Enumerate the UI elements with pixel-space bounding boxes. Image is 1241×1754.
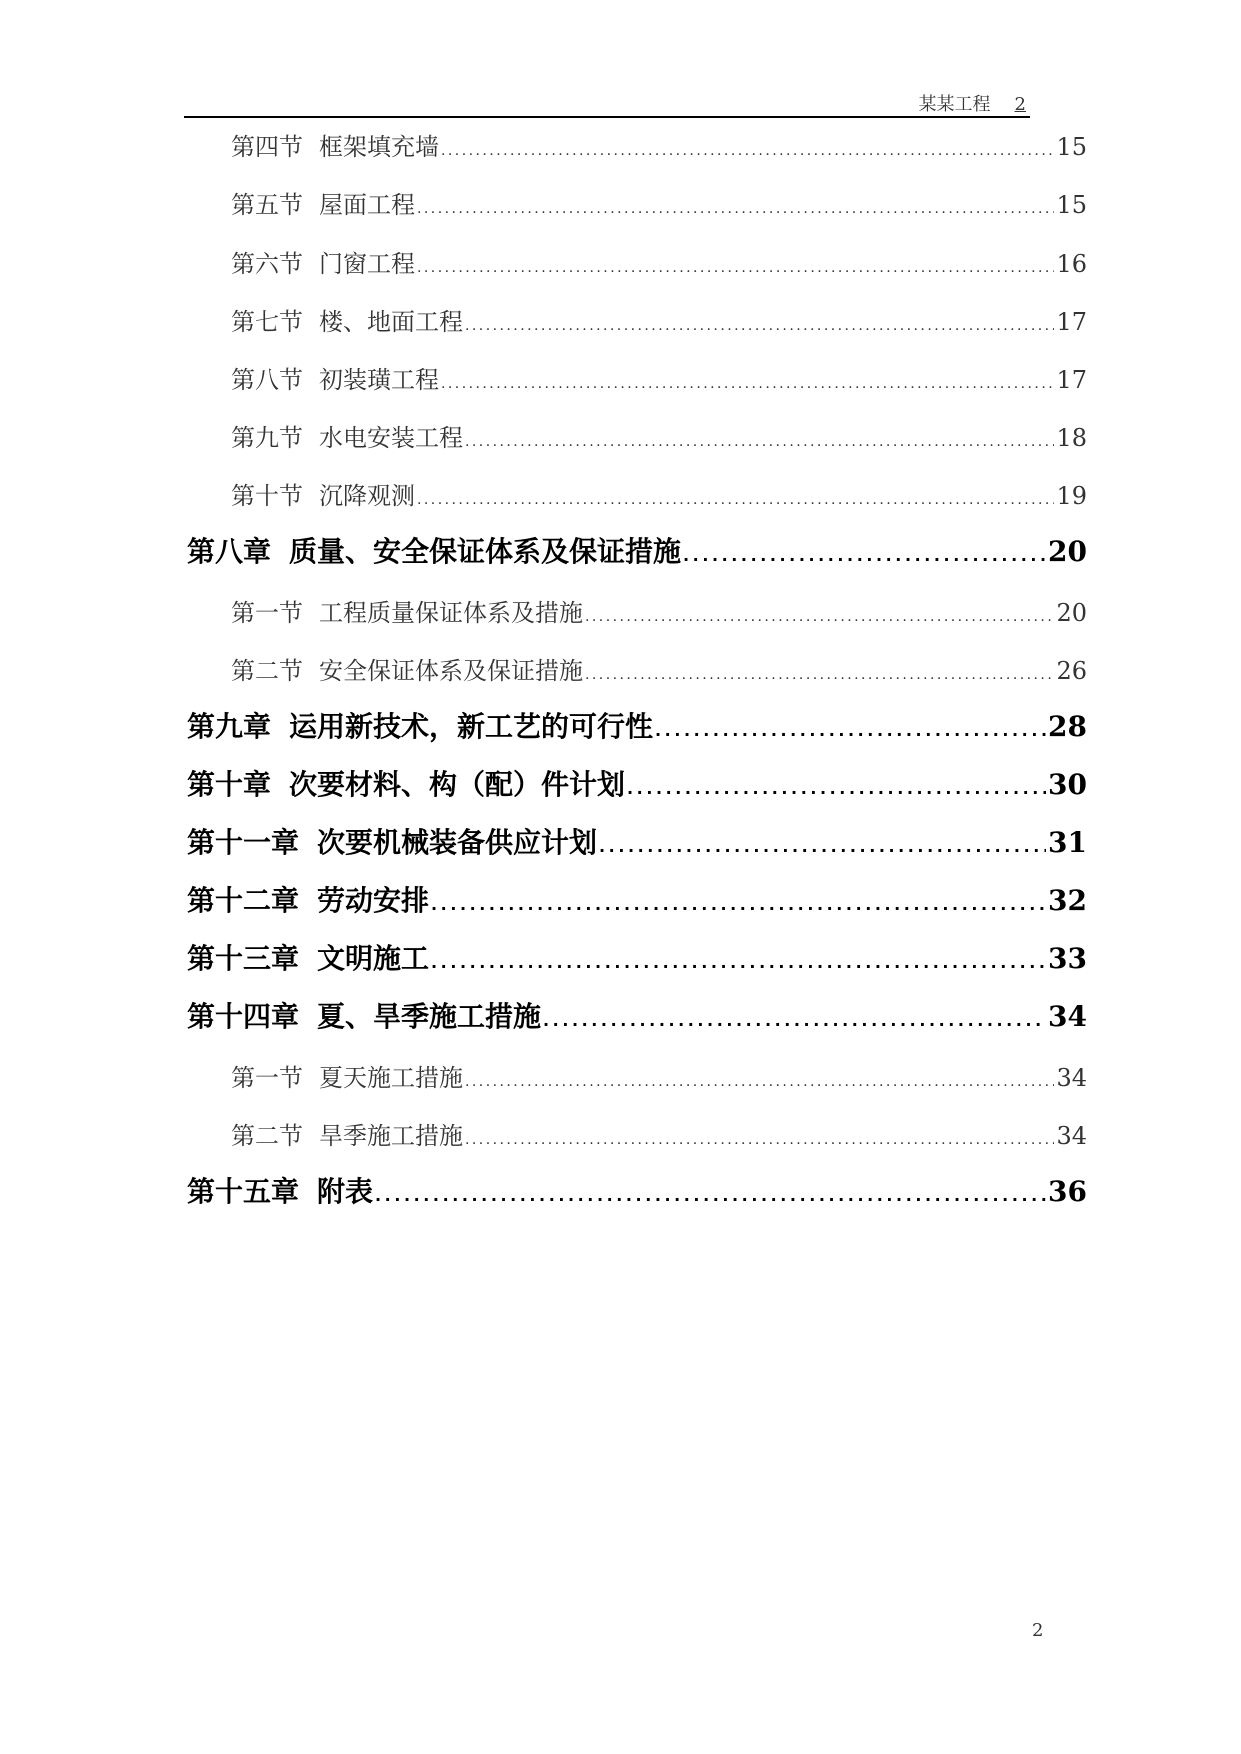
toc-entry[interactable] bbox=[231, 418, 1087, 453]
toc-entry-page: 20 bbox=[1048, 535, 1087, 568]
toc-entry-page: 19 bbox=[1056, 482, 1087, 510]
toc-dot-leader bbox=[655, 710, 1046, 743]
toc-dot-leader bbox=[441, 366, 1054, 394]
toc-entry-title: 工程质量保证体系及措施 bbox=[319, 599, 583, 627]
toc-dot-leader bbox=[417, 250, 1054, 278]
toc-entry-number: 第八节 bbox=[231, 366, 303, 394]
toc-entry-title: 框架填充墙 bbox=[319, 133, 439, 161]
toc-entry[interactable] bbox=[187, 821, 1087, 861]
toc-entry[interactable] bbox=[187, 763, 1087, 803]
toc-entry-title: 质量、安全保证体系及保证措施 bbox=[289, 535, 682, 568]
toc-entry-title: 夏天施工措施 bbox=[319, 1064, 463, 1092]
page-header bbox=[184, 84, 1030, 118]
toc-dot-leader bbox=[431, 884, 1046, 917]
toc-entry[interactable] bbox=[187, 705, 1087, 745]
toc-entry-number: 第八章 bbox=[187, 535, 272, 568]
toc-entry-page: 32 bbox=[1048, 884, 1087, 917]
toc-entry-number: 第一节 bbox=[231, 1064, 303, 1092]
toc-entry[interactable] bbox=[187, 995, 1087, 1035]
toc-entry-number: 第一节 bbox=[231, 599, 303, 627]
toc-dot-leader bbox=[585, 657, 1054, 685]
toc-entry[interactable] bbox=[231, 1058, 1087, 1093]
toc-dot-leader bbox=[599, 826, 1046, 859]
toc-entry-page: 34 bbox=[1056, 1064, 1087, 1092]
toc-entry[interactable] bbox=[231, 302, 1087, 337]
toc-entry-page: 15 bbox=[1056, 133, 1087, 161]
toc-entry-title: 水电安装工程 bbox=[319, 424, 463, 452]
toc-entry-number: 第二节 bbox=[231, 1122, 303, 1150]
toc-entry[interactable] bbox=[231, 185, 1087, 220]
toc-entry-title: 劳动安排 bbox=[317, 884, 430, 917]
toc-entry-number: 第二节 bbox=[231, 657, 303, 685]
toc-entry-page: 16 bbox=[1056, 250, 1087, 278]
toc-entry-page: 26 bbox=[1056, 657, 1087, 685]
toc-entry-title: 夏、旱季施工措施 bbox=[317, 1000, 542, 1033]
toc-entry-title: 安全保证体系及保证措施 bbox=[319, 657, 583, 685]
toc-entry-page: 17 bbox=[1056, 308, 1087, 336]
toc-entry-number: 第十二章 bbox=[187, 884, 300, 917]
header-title: 某某工程 bbox=[918, 94, 991, 115]
toc-entry-page: 34 bbox=[1048, 1000, 1087, 1033]
toc-entry[interactable] bbox=[231, 244, 1087, 279]
toc-entry-title: 运用新技术，新工艺的可行性 bbox=[289, 710, 654, 743]
toc-entry-number: 第七节 bbox=[231, 308, 303, 336]
toc-entry-number: 第十三章 bbox=[187, 942, 300, 975]
toc-entry-number: 第十节 bbox=[231, 482, 303, 510]
toc-entry-title: 旱季施工措施 bbox=[319, 1122, 463, 1150]
toc-dot-leader bbox=[441, 133, 1054, 161]
toc-entry-title: 文明施工 bbox=[317, 942, 430, 975]
toc-entry[interactable] bbox=[231, 1116, 1087, 1151]
toc-entry-number: 第十章 bbox=[187, 768, 272, 801]
toc-entry-page: 31 bbox=[1048, 826, 1087, 859]
toc-dot-leader bbox=[465, 1064, 1054, 1092]
toc-entry-title: 次要材料、构（配）件计划 bbox=[289, 768, 626, 801]
toc-entry[interactable] bbox=[187, 879, 1087, 919]
toc-dot-leader bbox=[375, 1175, 1046, 1208]
toc-entry-number: 第十一章 bbox=[187, 826, 300, 859]
toc-dot-leader bbox=[585, 599, 1054, 627]
toc-entry-page: 28 bbox=[1048, 710, 1087, 743]
toc-entry-page: 34 bbox=[1056, 1122, 1087, 1150]
toc-entry-title: 屋面工程 bbox=[319, 191, 415, 219]
toc-entry[interactable] bbox=[187, 530, 1087, 570]
toc-entry-title: 初装璜工程 bbox=[319, 366, 439, 394]
toc-dot-leader bbox=[683, 535, 1046, 568]
toc-entry-page: 36 bbox=[1048, 1175, 1087, 1208]
toc-entry-page: 17 bbox=[1056, 366, 1087, 394]
toc-entry[interactable] bbox=[231, 360, 1087, 395]
toc-dot-leader bbox=[543, 1000, 1046, 1033]
footer-page-number: 2 bbox=[1032, 1620, 1044, 1641]
toc-dot-leader bbox=[465, 1122, 1054, 1150]
toc-entry-page: 15 bbox=[1056, 191, 1087, 219]
toc-entry[interactable] bbox=[231, 476, 1087, 511]
toc-dot-leader bbox=[465, 308, 1054, 336]
toc-entry-number: 第十五章 bbox=[187, 1175, 300, 1208]
toc-entry-page: 20 bbox=[1056, 599, 1087, 627]
toc-dot-leader bbox=[465, 424, 1054, 452]
toc-entry-page: 18 bbox=[1056, 424, 1087, 452]
toc-entry-number: 第九章 bbox=[187, 710, 272, 743]
toc-entry-title: 附表 bbox=[317, 1175, 374, 1208]
toc-entry-page: 30 bbox=[1048, 768, 1087, 801]
toc-entry-number: 第五节 bbox=[231, 191, 303, 219]
toc-entry-number: 第四节 bbox=[231, 133, 303, 161]
header-text bbox=[919, 90, 1026, 116]
toc-entry[interactable] bbox=[231, 593, 1087, 628]
toc-entry-title: 门窗工程 bbox=[319, 250, 415, 278]
toc-dot-leader bbox=[417, 482, 1054, 510]
toc-entry-title: 次要机械装备供应计划 bbox=[317, 826, 598, 859]
toc-entry-page: 33 bbox=[1048, 942, 1087, 975]
toc-entry[interactable] bbox=[231, 127, 1087, 162]
header-page-number: 2 bbox=[1014, 94, 1026, 115]
toc-entry-title: 楼、地面工程 bbox=[319, 308, 463, 336]
toc-entry-title: 沉降观测 bbox=[319, 482, 415, 510]
toc-dot-leader bbox=[627, 768, 1046, 801]
toc-entry[interactable] bbox=[231, 651, 1087, 686]
toc-entry-number: 第六节 bbox=[231, 250, 303, 278]
toc-entry-number: 第十四章 bbox=[187, 1000, 300, 1033]
toc-entry[interactable] bbox=[187, 1170, 1087, 1210]
toc-entry-number: 第九节 bbox=[231, 424, 303, 452]
toc-dot-leader bbox=[417, 191, 1054, 219]
toc-entry[interactable] bbox=[187, 937, 1087, 977]
toc-dot-leader bbox=[431, 942, 1046, 975]
